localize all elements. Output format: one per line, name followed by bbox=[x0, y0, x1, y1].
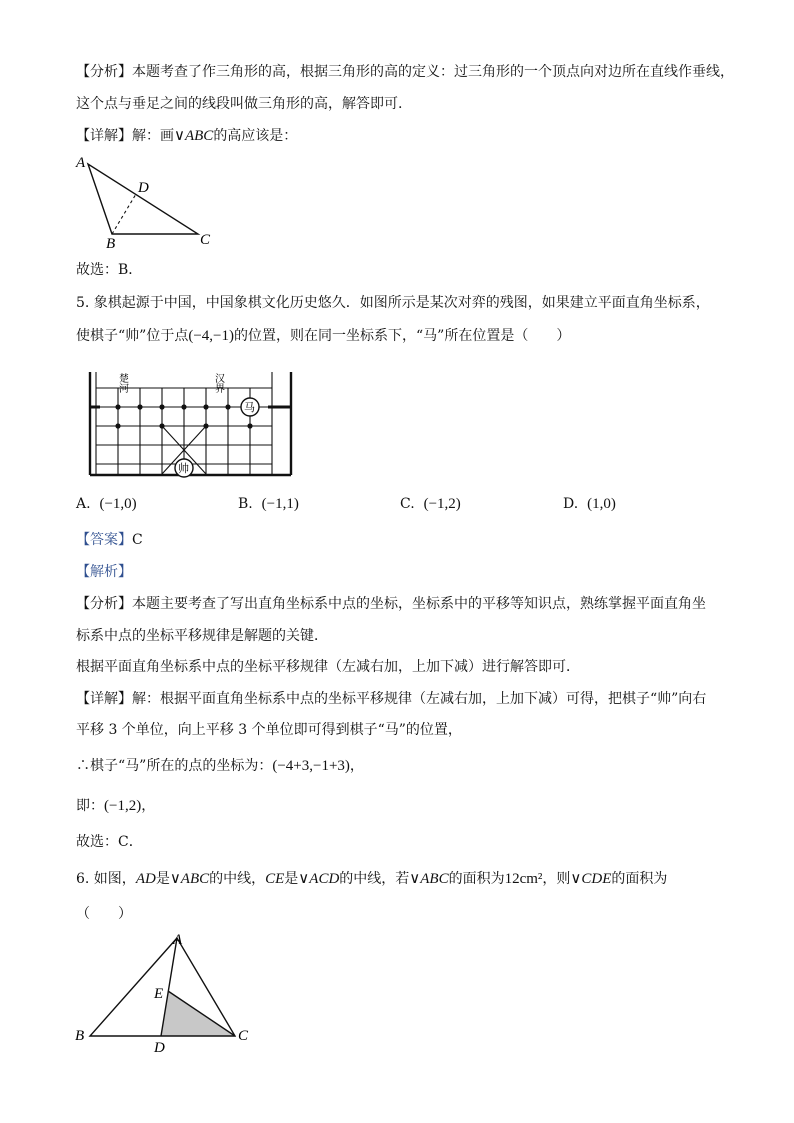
q6-t7: 的面积为 bbox=[611, 871, 668, 887]
option-b[interactable] bbox=[238, 494, 299, 514]
q5-detail-line-2: 平移 3 个单位，向上平移 3 个单位即可得到棋子“马”的位置， bbox=[76, 722, 462, 738]
q5-d4-math: (−1,2) bbox=[104, 798, 142, 814]
q5-line-2 bbox=[76, 326, 570, 346]
analysis-line-2: 这个点与垂足之间的线段叫做三角形的高，解答即可. bbox=[76, 96, 403, 112]
label-b: B bbox=[75, 1028, 85, 1044]
q6-m6: 12cm² bbox=[504, 871, 543, 887]
detail-post: 的高应该是： bbox=[213, 128, 298, 144]
label-b: B bbox=[106, 236, 116, 252]
q6-m4: ∨ACD bbox=[298, 871, 340, 887]
q6-t1: 是 bbox=[155, 871, 170, 887]
chess-board-figure bbox=[86, 370, 296, 482]
q5-detail-line-4 bbox=[76, 796, 155, 816]
q5-detail-line-3 bbox=[76, 756, 364, 776]
label-e: E bbox=[154, 986, 164, 1002]
q6-t5: 的面积为 bbox=[448, 871, 505, 887]
q5-l2-pre: 使棋子“帅”位于点 bbox=[76, 328, 189, 344]
answer-line bbox=[76, 530, 143, 550]
river-text-left: 楚河 bbox=[116, 373, 128, 393]
q6-m7: ∨CDE bbox=[570, 871, 612, 887]
q5-d3-math: (−4+3,−1+3) bbox=[272, 758, 350, 774]
piece-shuai-label: 帅 bbox=[178, 463, 189, 475]
q6-line-1 bbox=[76, 869, 667, 889]
piece-ma-label: 马 bbox=[244, 402, 255, 414]
q5-line-1: 5. 象棋起源于中国，中国象棋文化历史悠久．如图所示是某次对弈的残图，如果建立平面直角坐标系， bbox=[76, 295, 710, 311]
q5-choice: 故选：C． bbox=[76, 834, 143, 850]
q5-d3-post: ， bbox=[349, 758, 364, 774]
river-text-right: 汉界 bbox=[212, 373, 224, 393]
label-c: C bbox=[200, 232, 211, 248]
q6-m1: AD bbox=[135, 871, 156, 887]
label-a: A bbox=[173, 932, 183, 948]
label-d: D bbox=[154, 1040, 165, 1056]
option-a[interactable] bbox=[76, 494, 137, 514]
q6-m5: ∨ABC bbox=[409, 871, 449, 887]
answer-value: C bbox=[132, 532, 143, 548]
option-d[interactable] bbox=[563, 494, 616, 514]
option-d-label: D. bbox=[563, 496, 579, 512]
q5-d3-pre: ∴棋子“马”所在的点的坐标为： bbox=[76, 758, 273, 774]
q6-t3: 是 bbox=[284, 871, 299, 887]
detail-pre: 【详解】解：画 bbox=[76, 128, 174, 144]
q5-l2-math: (−4,−1) bbox=[188, 328, 234, 344]
label-c: C bbox=[238, 1028, 249, 1044]
option-b-label: B. bbox=[238, 496, 253, 512]
q6-t2: 的中线， bbox=[209, 871, 266, 887]
q5-analysis-line-1: 【分析】本题主要考查了写出直角坐标系中点的坐标，坐标系中的平移等知识点，熟练掌握平面直角坐 bbox=[76, 596, 706, 612]
q6-pre: 6. 如图， bbox=[76, 871, 136, 887]
q5-analysis-line-3: 根据平面直角坐标系中点的坐标平移规律（左减右加，上加下减）进行解答即可． bbox=[76, 659, 580, 675]
detail-math: ∨ABC bbox=[174, 128, 214, 144]
q5-l2-post: 的位置，则在同一坐标系下，“马”所在位置是（ ） bbox=[234, 328, 571, 344]
option-c[interactable] bbox=[400, 494, 461, 514]
option-a-label: A. bbox=[76, 496, 91, 512]
q5-detail-line-1: 【详解】解：根据平面直角坐标系中点的坐标平移规律（左减右加，上加下减）可得，把棋子“帅”向右 bbox=[76, 691, 707, 707]
analysis-tag: 【解析】 bbox=[76, 564, 132, 580]
triangle-abc bbox=[88, 164, 198, 234]
option-b-value: (−1,1) bbox=[261, 496, 299, 512]
q5-d4-post: ， bbox=[141, 798, 156, 814]
q6-line-2: （ ） bbox=[76, 906, 132, 922]
q5-analysis-line-2: 标系中点的坐标平移规律是解题的关键． bbox=[76, 628, 328, 644]
answer-tag: 【答案】 bbox=[76, 532, 132, 548]
triangle-altitude-figure bbox=[70, 152, 220, 252]
detail-line bbox=[76, 126, 297, 146]
option-c-value: (−1,2) bbox=[423, 496, 461, 512]
q5-d4-pre: 即： bbox=[76, 798, 104, 814]
choice-line: 故选：B． bbox=[76, 262, 143, 278]
q6-m3: CE bbox=[265, 871, 285, 887]
q6-t4: 的中线，若 bbox=[339, 871, 410, 887]
q6-m2: ∨ABC bbox=[169, 871, 210, 887]
altitude-bd bbox=[112, 194, 136, 234]
label-d: D bbox=[138, 180, 149, 196]
option-c-label: C. bbox=[400, 496, 415, 512]
q6-t6: ，则 bbox=[542, 871, 571, 887]
analysis-line-1: 【分析】本题考查了作三角形的高，根据三角形的高的定义：过三角形的一个顶点向对边所在直线作垂线， bbox=[76, 64, 734, 80]
median-triangle-figure bbox=[70, 928, 270, 1056]
option-d-value: (1,0) bbox=[587, 496, 616, 512]
option-a-value: (−1,0) bbox=[99, 496, 137, 512]
label-a: A bbox=[76, 155, 86, 171]
